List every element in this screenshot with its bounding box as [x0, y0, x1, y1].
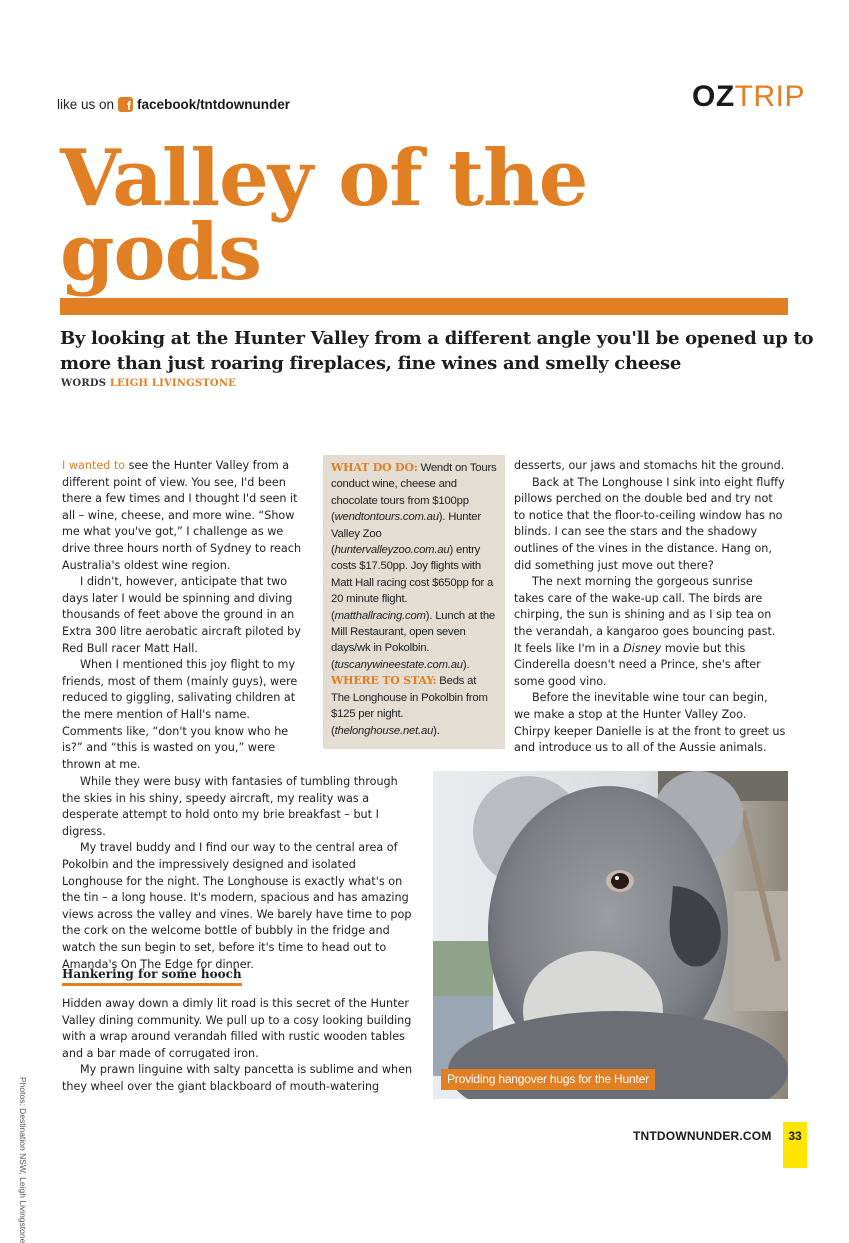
title-rule	[60, 298, 788, 315]
link-thelonghouse[interactable]: thelonghouse.net.au	[334, 724, 434, 737]
paragraph: Before the inevitable wine tour can begin, we make a stop at the Hunter Valley Zoo. Chirpy keeper Danielle is at the front to greet us and introduce us to all of the Aussie animals.	[514, 691, 786, 755]
byline-author: LEIGH LIVINGSTONE	[109, 378, 237, 389]
byline	[61, 378, 236, 389]
paragraph: My travel buddy and I find our way to the central area of Pokolbin and the impressively designed and isolated Longhouse for the night. The Longhouse is exactly what's on the tin – a long house. It's modern, spacious and has amazing views across the valley and vines. We barely have time to pop the cork on the welcome bottle of bubbly in the fridge and watch the sun begin to set, before it's time to head out to Amanda's On The Edge for dinner.	[62, 841, 412, 971]
photo-caption: Providing hangover hugs for the Hunter	[441, 1069, 655, 1090]
paragraph: I wanted to see the Hunter Valley from a different point of view. You see, I'd been there a few times and I thought I'd seen it all – wine, cheese, and more wine. “Show me what you've got,” I challenge as we drive three hours north of Sydney to reach Australia's oldest wine region.	[62, 459, 302, 572]
paragraph: When I mentioned this joy flight to my friends, most of them (mainly guys), were reduced to giggling, salivating children at the mere mention of Hall's name. Comments like, “don't you know who he is?” and “this is wasted on you,” were thrown at me.	[62, 658, 298, 771]
lead-in: I wanted to	[62, 459, 126, 472]
koala-photo	[433, 771, 788, 1099]
link-matthallracing[interactable]: matthallracing.com	[334, 609, 426, 622]
section-tag	[692, 80, 805, 114]
paragraph: The next morning the gorgeous sunrise takes care of the wake-up call. The birds are chirping, the sun is shining and as I sip tea on the verandah, a kangaroo goes bouncing past. It feels like I'm in a Disney movie but this Cinderella doesn't need a Prince, she's after some good vino.	[514, 575, 776, 688]
section-tag-oz: OZ	[691, 80, 735, 113]
paragraph: Hidden away down a dimly lit road is this secret of the Hunter Valley dining community. We pull up to a cosy looking building with a wrap around verandah filled with rustic wooden tables and a bar made of corrugated iron.	[62, 997, 412, 1060]
footer-site-link[interactable]: TNTDOWNUNDER.COM	[633, 1129, 772, 1143]
paragraph: While they were busy with fantasies of tumbling through the skies in his shiny, speedy aircraft, my reality was a desperate attempt to hold onto my brie breakfast – but I digress.	[62, 775, 398, 838]
body-column-1-final	[62, 996, 422, 1096]
link-tuscanywineestate[interactable]: tuscanywineestate.com.au	[334, 658, 463, 671]
title-line-1: Valley of the	[60, 133, 588, 224]
photo-credit: Photos: Destination NSW, Leigh Livingstone	[18, 1077, 28, 1243]
facebook-icon: f	[118, 97, 133, 112]
like-us-label: like us on	[57, 97, 115, 112]
paragraph: My prawn linguine with salty pancetta is sublime and when they wheel over the giant blackboard of mouth-watering	[62, 1063, 413, 1093]
body-column-1-continued	[62, 774, 418, 973]
body-column-3	[514, 458, 786, 757]
page-number: 33	[783, 1122, 807, 1168]
subhead: Hankering for some hooch	[62, 967, 242, 986]
what-to-do-label: WHAT DO DO:	[331, 461, 418, 474]
title-line-2: gods	[60, 207, 262, 298]
paragraph: I didn't, however, anticipate that two days later I would be spinning and diving thousands of feet above the ground in an Extra 300 litre aerobatic aircraft piloted by Red Bull racer Matt Hall.	[62, 575, 301, 655]
info-box: WHAT DO DO: Wendt on Tours conduct wine, cheese and chocolate tours from $100pp (wendtontours.com.au). Hunter Valley Zoo (huntervalleyzoo.com.au) entry costs $17.50pp. Joy flights with Matt Hall racing cost $650pp for a 20 minute flight. (matthallracing.com). Lunch at the Mill Restaurant, open seven days/wk in Pokolbin. (tuscanywineestate.com.au). WHERE TO STAY: Beds at The Longhouse in Pokolbin from $125 per night. (thelonghouse.net.au).	[323, 455, 505, 749]
where-to-stay-label: WHERE TO STAY:	[331, 674, 437, 688]
standfirst: By looking at the Hunter Valley from a different angle you'll be opened up to more than just roaring fireplaces, fine wines and smelly cheese	[60, 328, 814, 374]
link-huntervalleyzoo[interactable]: huntervalleyzoo.com.au	[334, 544, 450, 557]
facebook-promo	[57, 97, 290, 112]
body-column-1	[62, 458, 312, 773]
paragraph: desserts, our jaws and stomachs hit the ground.	[514, 459, 785, 472]
link-wendtontours[interactable]: wendtontours.com.au	[334, 511, 439, 524]
facebook-link[interactable]: facebook/tntdownunder	[137, 97, 291, 112]
article-title	[60, 133, 820, 298]
byline-label: WORDS	[61, 378, 107, 389]
section-tag-trip: TRIP	[734, 80, 805, 113]
paragraph: Back at The Longhouse I sink into eight fluffy pillows perched on the double bed and try not to notice that the floor-to-ceiling window has no blinds. I can see the stars and the shadowy outlines of the vines in the distance. Hang on, did something just move out there?	[514, 475, 785, 572]
